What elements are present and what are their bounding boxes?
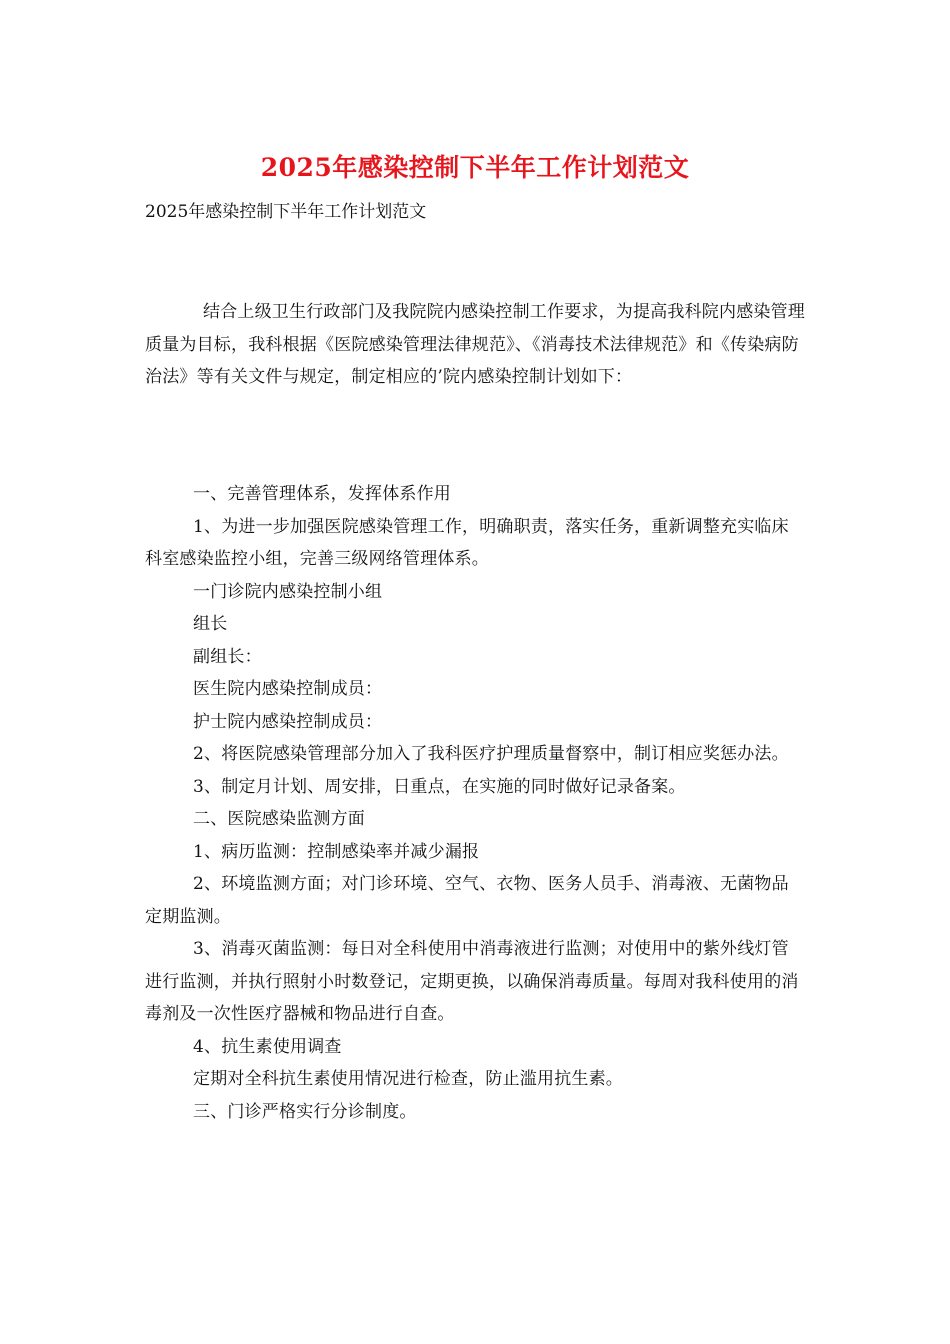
list-item-nurse-members: 护士院内感染控制成员： (193, 711, 383, 732)
plan-body (145, 478, 805, 1128)
list-item-leader: 组长 (193, 614, 228, 634)
paragraph-2-4-detail: 定期对全科抗生素使用情况进行检查，防止滥用抗生素。 (193, 1069, 623, 1089)
paragraph-2-2: 2、环境监测方面；对门诊环境、空气、衣物、医务人员手、消毒液、无菌物品定期监测。 (145, 874, 789, 927)
paragraph-2-3: 3、消毒灭菌监测：每日对全科使用中消毒液进行监测；对使用中的紫外线灯管进行监测，并执行照射小时数登记，定期更换，以确保消毒质量。每周对我科使用的消毒剂及一次性医疗器械和物品进行自查。 (145, 939, 799, 1024)
document-title: 2025年感染控制下半年工作计划范文 (260, 153, 690, 182)
paragraph-1-1: 1、为进一步加强医院感染管理工作，明确职责，落实任务，重新调整充实临床科室感染监控小组，完善三级网络管理体系。 (145, 516, 789, 569)
list-item-doctor-members: 医生院内感染控制成员： (193, 679, 383, 699)
paragraph-2-4: 4、抗生素使用调查 (193, 1036, 342, 1057)
document-subtitle: 2025年感染控制下半年工作计划范文 (145, 202, 427, 222)
paragraph-1-2: 2、将医院感染管理部分加入了我科医疗护理质量督察中，制订相应奖惩办法。 (193, 744, 789, 764)
intro-block (145, 296, 805, 394)
list-item-group: 一门诊院内感染控制小组 (193, 581, 383, 602)
paragraph-1-3: 3、制定月计划、周安排，日重点，在实施的同时做好记录备案。 (193, 776, 686, 797)
list-item-deputy-leader: 副组长： (193, 646, 262, 667)
intro-paragraph: 结合上级卫生行政部门及我院院内感染控制工作要求，为提高我科院内感染管理质量为目标，我科根据《医院感染管理法律规范》、《消毒技术法律规范》和《传染病防治法》等有关文件与规定，制定相应的’院内感染控制计划如下： (145, 302, 805, 387)
section-heading-1: 一、完善管理体系，发挥体系作用 (193, 484, 451, 504)
paragraph-2-1: 1、病历监测：控制感染率并减少漏报 (193, 841, 480, 862)
section-heading-2: 二、医院感染监测方面 (193, 809, 365, 829)
section-heading-3: 三、门诊严格实行分诊制度。 (193, 1101, 417, 1122)
